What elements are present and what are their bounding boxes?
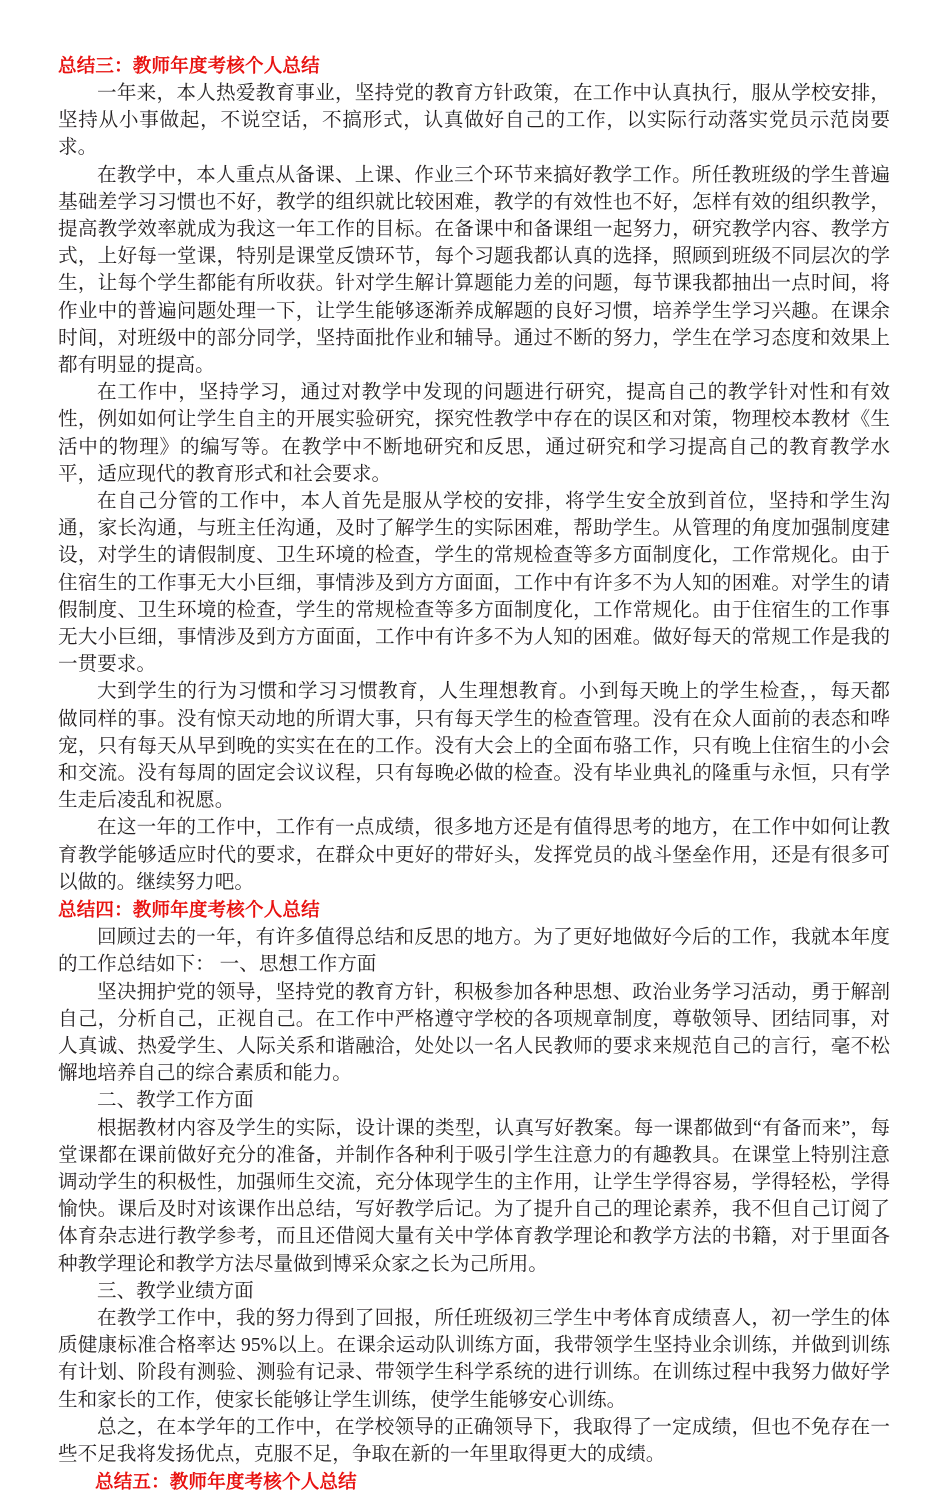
para-4-2: 坚决拥护党的领导，坚持党的教育方针，积极参加各种思想、政治业务学习活动，勇于解剖自己，分析自己，正视自己。在工作中严格遵守学校的各项规章制度，尊敬领导、团结同事，对人真诚、热爱学生、人际关系和谐融洽，处处以一名人民教师的要求来规范自己的言行，毫不松懈地培养自己的综合素质和能力。 xyxy=(58,981,890,1085)
para-4-3: 二、教学工作方面 xyxy=(97,1090,254,1112)
document-body xyxy=(58,52,890,1495)
para-3-2: 在教学中，本人重点从备课、上课、作业三个环节来搞好教学工作。所任教班级的学生普遍基础差学习习惯也不好，教学的组织就比较困难，教学的有效性也不好，怎样有效的组织教学，提高教学效率就成为我这一年工作的目标。在备课中和备课组一起努力，研究教学内容、教学方式，上好每一堂课，特别是课堂反馈环节，每个习题我都认真的选择，照顾到班级不同层次的学生，让每个学生都能有所收获。针对学生解计算题能力差的问题，每节课我都抽出一点时间，将作业中的普遍问题处理一下，让学生能够逐渐养成解题的良好习惯，培养学生学习兴趣。在课余时间，对班级中的部分同学，坚持面批作业和辅导。通过不断的努力，学生在学习态度和效果上都有明显的提高。 xyxy=(58,164,890,377)
heading-summary-4: 总结四：教师年度考核个人总结 xyxy=(58,899,320,921)
para-3-1: 一年来，本人热爱教育事业，坚持党的教育方针政策，在工作中认真执行，服从学校安排，坚持从小事做起，不说空话，不搞形式，认真做好自己的工作，以实际行动落实党员示范岗要求。 xyxy=(58,83,890,159)
para-4-1: 回顾过去的一年，有许多值得总结和反思的地方。为了更好地做好今后的工作，我就本年度的工作总结如下： 一、思想工作方面 xyxy=(58,927,890,976)
heading-summary-3: 总结三：教师年度考核个人总结 xyxy=(58,55,320,76)
para-4-4: 根据教材内容及学生的实际，设计课的类型，认真写好教案。每一课都做到“有备而来”，每堂课都在课前做好充分的准备，并制作各种利于吸引学生注意力的有趣教具。在课堂上特别注意调动学生的积极性，加强师生交流，充分体现学生的主作用，让学生学得容易，学得轻松，学得愉快。课后及时对该课作出总结，写好教学后记。为了提升自己的理论素养，我不但自己订阅了体育杂志进行教学参考，而且还借阅大量有关中学体育教学理论和教学方法的书籍，对于里面各种教学理论和教学方法尽量做到博采众家之长为己所用。 xyxy=(58,1117,890,1275)
para-3-6: 在这一年的工作中，工作有一点成绩，很多地方还是有值得思考的地方，在工作中如何让教育教学能够适应时代的要求，在群众中更好的带好头，发挥党员的战斗堡垒作用，还是有很多可以做的。继续努力吧。 xyxy=(58,817,890,893)
para-4-6: 在教学工作中，我的努力得到了回报，所任班级初三学生中考体育成绩喜人，初一学生的体质健康标准合格率达 95%以上。在课余运动队训练方面，我带领学生坚持业余训练，并做到训练有计划、阶段有测验、测验有记录、带领学生科学系统的进行训练。在训练过程中我努力做好学生和家长的工作，使家长能够让学生训练，使学生能够安心训练。 xyxy=(58,1307,890,1411)
para-3-5: 大到学生的行为习惯和学习习惯教育，人生理想教育。小到每天晚上的学生检查，，每天都做同样的事。没有惊天动地的所谓大事，只有每天学生的检查管理。没有在众人面前的表态和哗宠，只有每天从早到晚的实实在在的工作。没有大会上的全面布骆工作，只有晚上住宿生的小会和交流。没有每周的固定会议议程，只有每晚必做的检查。没有毕业典礼的隆重与永恒，只有学生走后凌乱和祝愿。 xyxy=(58,681,890,812)
heading-summary-5: 总结五：教师年度考核个人总结 xyxy=(95,1471,357,1493)
para-3-3: 在工作中，坚持学习，通过对教学中发现的问题进行研究，提高自己的教学针对性和有效性，例如如何让学生自主的开展实验研究，探究性教学中存在的误区和对策，物理校本教材《生活中的物理》的编写等。在教学中不断地研究和反思，通过研究和学习提高自己的教育教学水平，适应现代的教育形式和社会要求。 xyxy=(58,382,890,485)
para-3-4: 在自己分管的工作中，本人首先是服从学校的安排，将学生安全放到首位，坚持和学生沟通，家长沟通，与班主任沟通，及时了解学生的实际困难，帮助学生。从管理的角度加强制度建设，对学生的请假制度、卫生环境的检查，学生的常规检查等多方面制度化，工作常规化。由于住宿生的工作事无大小巨细，事情涉及到方方面面，工作中有许多不为人知的困难。对学生的请假制度、卫生环境的检查，学生的常规检查等多方面制度化，工作常规化。由于住宿生的工作事无大小巨细，事情涉及到方方面面，工作中有许多不为人知的困难。做好每天的常规工作是我的一贯要求。 xyxy=(58,491,890,676)
para-4-7: 总之，在本学年的工作中，在学校领导的正确领导下，我取得了一定成绩，但也不免存在一些不足我将发扬优点，克服不足，争取在新的一年里取得更大的成绩。 xyxy=(58,1416,890,1465)
para-4-5: 三、教学业绩方面 xyxy=(97,1280,254,1302)
